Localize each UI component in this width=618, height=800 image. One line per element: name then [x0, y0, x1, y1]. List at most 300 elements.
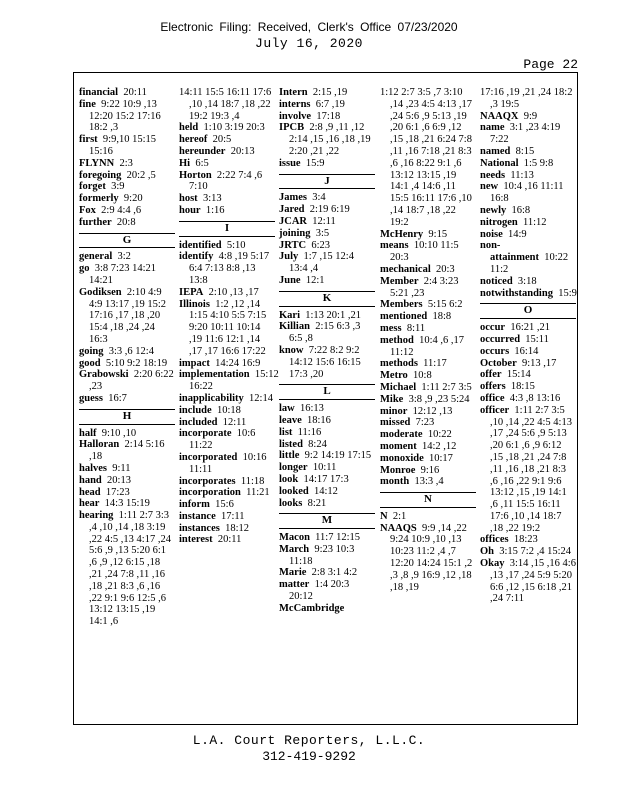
index-entry: [79, 346, 175, 358]
index-column-1: [79, 87, 175, 628]
index-entry: [480, 146, 576, 158]
index-word: Godiksen: [79, 286, 122, 298]
index-word: interns: [279, 98, 311, 110]
index-word: Intern: [279, 87, 308, 98]
index-entry: [79, 158, 175, 170]
index-word: formerly: [79, 193, 119, 205]
index-word: forget: [79, 181, 106, 193]
index-refs: 20:5: [212, 134, 232, 146]
index-entry: [79, 193, 175, 205]
index-entry: [179, 87, 275, 122]
index-refs: 9:22 10:9 ,13 12:20 15:2 17:16 18:2 ,3: [89, 98, 161, 134]
index-refs: 14:9: [508, 228, 527, 240]
index-word: incorporate: [179, 428, 232, 440]
index-entry: [279, 158, 375, 170]
index-entry: [380, 465, 476, 477]
index-refs: 16:8: [511, 204, 531, 216]
index-entry: [279, 192, 375, 204]
index-word: list: [279, 426, 293, 438]
index-word: halves: [79, 462, 108, 474]
index-word: inapplicability: [179, 392, 244, 404]
index-word: IPCB: [279, 122, 305, 134]
index-refs: 2:3: [119, 157, 133, 169]
index-refs: 4:8 ,19 5:17 6:4 7:13 8:8 ,13 13:8: [189, 251, 270, 286]
index-refs: 16:14: [514, 345, 539, 357]
index-word: occur: [480, 322, 506, 334]
index-refs: 2:20 6:22 ,23: [89, 369, 174, 393]
index-word: monoxide: [380, 452, 424, 464]
index-word: mentioned: [380, 311, 428, 323]
index-entry: [480, 111, 576, 123]
index-refs: 10:18: [216, 404, 241, 416]
index-entry: [279, 275, 375, 287]
index-entry: [179, 369, 279, 393]
index-refs: 10:11: [312, 462, 337, 474]
index-entry: [380, 87, 476, 229]
index-refs: 1:2 ,12 ,14 1:15 4:10 5:5 7:15 9:20 10:11 10:14 ,19 11:6 12:1 ,14 ,17 ,17 16:6 17:22: [189, 298, 267, 357]
index-refs: 6:5: [195, 157, 209, 169]
index-word: Jared: [279, 204, 305, 216]
index-word: Mike: [380, 393, 404, 405]
index-word: Member: [380, 275, 419, 287]
index-word: Horton: [179, 169, 212, 181]
index-refs: 9:16: [420, 464, 440, 476]
index-entry: [79, 134, 175, 158]
index-refs: 20:11: [217, 534, 242, 546]
index-word: Monroe: [380, 464, 416, 476]
index-refs: 11:16: [297, 426, 322, 438]
index-entry: [480, 534, 576, 546]
index-refs: 9:9 ,14 ,22 9:24 10:9 ,10 ,13 10:23 11:2 ,4 ,7 12:20 14:24 15:1 ,2 ,3 ,8 ,9 16:9 ,12 ,18 ,18 ,19: [390, 522, 473, 593]
index-entry: [179, 193, 275, 205]
index-entry: [380, 429, 476, 441]
index-word: incorporates: [179, 475, 236, 487]
index-entry: [279, 450, 375, 462]
index-refs: 17:23: [105, 486, 130, 498]
index-word: JRTC: [279, 239, 307, 251]
index-refs: 20:13: [107, 474, 131, 486]
index-refs: 9:10 ,10: [101, 427, 137, 439]
index-word: general: [79, 251, 113, 263]
index-refs: 1:11 2:7 3:5: [421, 381, 472, 393]
index-entry: [480, 546, 576, 558]
footer-phone: 312-419-9292: [262, 749, 356, 764]
index-refs: 16:21 ,21: [510, 322, 550, 334]
index-refs: 5:10 9:2 18:19: [105, 357, 168, 369]
index-entry: [179, 393, 275, 405]
index-entry: [179, 251, 275, 286]
index-entry: [279, 310, 375, 322]
index-refs: 12:1: [305, 274, 325, 286]
index-entry: [480, 181, 576, 205]
index-entry: [279, 228, 375, 240]
index-entry: [279, 403, 375, 415]
index-entry: [279, 579, 375, 603]
index-refs: 10:16 11:11: [189, 451, 267, 475]
index-word: instances: [179, 522, 220, 534]
index-refs: 2:10 ,13 ,17: [208, 286, 259, 298]
index-refs: 3:4: [312, 192, 326, 204]
index-word: impact: [179, 357, 210, 369]
index-refs: 2:8 ,9 ,11 ,12 2:14 ,15 ,16 ,18 ,19 2:20 ,21 ,22: [289, 122, 371, 157]
index-entry: [179, 240, 275, 252]
index-entry: [179, 476, 275, 488]
index-refs: 10:6 11:22: [189, 428, 256, 452]
index-entry: [179, 134, 275, 146]
index-word: include: [179, 404, 212, 416]
index-refs: 2:1: [392, 510, 407, 522]
index-word: looks: [279, 497, 303, 509]
index-entry: [179, 299, 275, 358]
index-entry: [380, 441, 476, 453]
index-word: IEPA: [179, 286, 204, 298]
index-refs: 3:8 ,9 ,23 5:24: [408, 393, 470, 405]
index-refs: 2:15 6:3 ,3 6:5 ,8: [289, 321, 361, 345]
index-entry: [279, 321, 375, 345]
index-word: matter: [279, 579, 310, 591]
index-entry: [179, 428, 275, 452]
index-entry: [380, 240, 476, 264]
index-refs: 15:9: [305, 157, 325, 169]
index-entry: [179, 405, 275, 417]
index-entry: [279, 486, 375, 498]
index-word: guess: [79, 392, 103, 404]
index-word: newly: [480, 204, 507, 216]
index-column-5: [480, 87, 576, 605]
index-word: Marie: [279, 567, 307, 579]
index-word: Kari: [279, 309, 300, 321]
index-entry: [380, 406, 476, 418]
index-refs: 15:6: [215, 499, 234, 511]
index-word: little: [279, 450, 300, 462]
index-word: Hi: [179, 157, 191, 169]
index-entry: [380, 523, 476, 594]
index-word: methods: [380, 358, 418, 370]
index-word: moderate: [380, 429, 423, 441]
index-entry: [380, 358, 476, 370]
index-word: foregoing: [79, 169, 122, 181]
index-refs: 17:11: [221, 510, 245, 522]
index-refs: 1:13 20:1 ,21: [305, 309, 361, 321]
index-entry: [79, 217, 175, 229]
index-word: implementation: [179, 369, 250, 381]
index-word: incorporation: [179, 487, 241, 499]
section-letter: O: [480, 303, 576, 319]
index-entry: [279, 567, 375, 579]
index-entry: [79, 358, 175, 370]
index-entry: [480, 87, 576, 111]
index-entry: [179, 122, 275, 134]
index-refs: 6:7 ,19: [315, 98, 345, 110]
index-word: nitrogen: [480, 216, 518, 228]
index-refs: 9:23 10:3 11:18: [289, 543, 355, 567]
index-refs: 12:11: [312, 215, 336, 227]
index-refs: 10:4 ,6 ,17 11:12: [390, 334, 465, 358]
index-word: McHenry: [380, 228, 424, 240]
index-refs: 12:12 ,13: [412, 405, 453, 417]
index-entry: [279, 122, 375, 157]
index-entry: [380, 370, 476, 382]
index-word: officer: [480, 404, 510, 416]
index-entry: [480, 288, 576, 300]
index-word: instance: [179, 510, 216, 522]
index-entry: [480, 217, 576, 229]
index-word: joining: [279, 227, 311, 239]
index-refs: 9:13 ,17: [522, 357, 557, 369]
index-refs: 10:10 11:5 20:3: [390, 240, 459, 264]
index-refs: 11:21: [246, 487, 270, 499]
index-refs: 20:8: [116, 216, 136, 228]
index-word: National: [480, 157, 519, 169]
index-word: offers: [480, 381, 506, 393]
index-entry: [179, 487, 275, 499]
index-entry: [279, 111, 375, 123]
index-entry: [279, 251, 375, 275]
index-entry: [279, 439, 375, 451]
index-refs: 8:24: [308, 438, 327, 450]
index-word: occurred: [480, 333, 521, 345]
index-refs: 2:9 4:4 ,6: [101, 204, 142, 216]
index-refs: 9:2 14:19 17:15: [304, 450, 372, 462]
index-entry: [279, 474, 375, 486]
index-refs: 7:22 8:2 9:2 14:12 15:6 16:15 17:3 ,20: [289, 344, 361, 380]
index-word: new: [480, 181, 499, 193]
index-word: mess: [380, 322, 402, 334]
index-word: Macon: [279, 532, 310, 544]
footer-company: L.A. Court Reporters, L.L.C.: [192, 733, 426, 748]
transcript-date: July 16, 2020: [255, 36, 363, 51]
index-entry: [279, 462, 375, 474]
index-entry: [279, 544, 375, 568]
index-refs: 1:10 3:19 20:3: [203, 122, 265, 134]
index-entry: [79, 87, 175, 99]
index-refs: 3:13: [202, 193, 222, 205]
index-word: NAAQS: [380, 522, 417, 534]
index-entry: [380, 382, 476, 394]
index-refs: 15:11: [525, 333, 549, 345]
index-entry: [79, 287, 175, 346]
index-refs: 10:17: [429, 452, 453, 464]
index-entry: [79, 263, 175, 287]
index-column-3: [279, 87, 375, 615]
index-word: non-attainment: [480, 240, 539, 264]
index-entry: [79, 170, 175, 182]
index-word: Illinois: [179, 298, 210, 310]
index-refs: 2:22 7:4 ,6 7:10: [189, 169, 263, 193]
index-refs: 10:4 ,16 11:11 16:8: [490, 181, 564, 205]
index-word: June: [279, 274, 301, 286]
index-word: notwithstanding: [480, 287, 553, 299]
index-entry: [480, 405, 576, 535]
index-word: noise: [480, 228, 503, 240]
section-letter: K: [279, 291, 375, 307]
index-entry: [179, 158, 275, 170]
index-refs: 20:11: [123, 87, 147, 98]
index-refs: 2:10 4:9 4:9 13:17 ,19 15:2 17:16 ,17 ,18 ,20 15:4 ,18 ,24 ,24 16:3: [89, 286, 167, 345]
index-refs: 17:18: [316, 110, 341, 122]
index-refs: 20:2 ,5: [126, 169, 156, 181]
efiling-stamp: Electronic Filing: Received, Clerk's Office 07/23/2020: [160, 20, 458, 34]
index-refs: 20:3: [436, 263, 455, 275]
index-word: Halloran: [79, 439, 120, 451]
index-refs: 1:4 20:3 20:12: [289, 579, 350, 603]
section-letter: H: [79, 409, 175, 425]
index-refs: 5:15 6:2: [427, 299, 463, 311]
index-entry: [279, 204, 375, 216]
index-word: Killian: [279, 321, 310, 333]
index-word: N: [380, 510, 388, 522]
index-refs: 1:5 9:8: [523, 157, 554, 169]
index-refs: 15:14: [506, 369, 531, 381]
index-word: July: [279, 251, 299, 263]
index-word: James: [279, 192, 307, 204]
index-entry: [480, 122, 576, 146]
index-word: look: [279, 473, 299, 485]
index-entry: [480, 558, 576, 605]
index-word: go: [79, 263, 90, 275]
index-entry: [179, 452, 275, 476]
index-word: incorporated: [179, 451, 238, 463]
index-word: name: [480, 122, 505, 134]
index-refs: 8:11: [406, 322, 426, 334]
index-word: hereof: [179, 134, 208, 146]
index-word: mechanical: [380, 263, 431, 275]
index-word: held: [179, 122, 199, 134]
section-letter: G: [79, 233, 175, 249]
index-refs: 3:14 ,15 ,16 4:6 ,13 ,17 ,24 5:9 5:20 6:6 ,12 ,15 6:18 ,21 ,24 7:11: [490, 558, 576, 605]
index-refs: 3:5: [315, 227, 330, 239]
index-refs: 3:15 7:2 ,4 15:24: [499, 546, 572, 558]
index-refs: 18:12: [225, 522, 250, 534]
index-refs: 12:14: [249, 392, 273, 404]
index-refs: 1:16: [205, 204, 225, 216]
index-refs: 2:19 6:19: [309, 204, 350, 216]
index-word: going: [79, 345, 104, 357]
index-word: head: [79, 486, 101, 498]
index-refs: 13:3 ,4: [414, 476, 444, 488]
index-entry: [380, 299, 476, 311]
index-word: financial: [79, 87, 119, 98]
index-entry: [480, 170, 576, 182]
index-refs: 16:7: [108, 392, 127, 404]
index-word: longer: [279, 462, 308, 474]
index-entry: [480, 381, 576, 393]
page-number: Page 22: [523, 57, 578, 72]
index-entry: [279, 603, 375, 615]
index-entry: [380, 323, 476, 335]
index-entry: [480, 369, 576, 381]
index-entry: [480, 358, 576, 370]
index-entry: [480, 276, 576, 288]
index-word: needs: [480, 169, 506, 181]
index-entry: [179, 523, 275, 535]
index-refs: 18:8: [432, 311, 452, 323]
index-entry: [179, 205, 275, 217]
index-entry: [380, 311, 476, 323]
index-refs: 2:14 5:16 ,18: [89, 439, 165, 463]
index-refs: 3:8 7:23 14:21 14:21: [89, 263, 157, 286]
index-column-4: [380, 87, 476, 593]
index-entry: [79, 393, 175, 405]
index-refs: 11:12: [522, 216, 547, 228]
index-word: minor: [380, 405, 408, 417]
index-column-2: [179, 87, 279, 546]
index-entry: [380, 264, 476, 276]
index-entry: [79, 510, 175, 628]
index-entry: [480, 205, 576, 217]
index-refs: 18:23: [513, 534, 538, 546]
index-word: FLYNN: [79, 157, 115, 169]
index-entry: [79, 463, 175, 475]
index-refs: 4:3 ,8 13:16: [509, 392, 561, 404]
index-entry: [179, 146, 275, 158]
index-refs: 15:12 16:22: [189, 369, 279, 393]
index-word: host: [179, 193, 198, 205]
section-letter: L: [279, 384, 375, 400]
index-entry: [179, 287, 275, 299]
index-refs: 18:16: [307, 414, 331, 426]
index-entry: [179, 511, 275, 523]
section-letter: J: [279, 174, 375, 190]
index-word: means: [380, 240, 409, 252]
section-letter: I: [179, 221, 275, 237]
index-entry: [79, 487, 175, 499]
index-word: hereunder: [179, 145, 226, 157]
index-refs: 11:13: [510, 169, 534, 181]
index-word: leave: [279, 414, 302, 426]
index-entry: [79, 439, 175, 463]
index-entry: [79, 99, 175, 134]
index-entry: [480, 346, 576, 358]
index-entry: [279, 345, 375, 380]
index-refs: 14:3 15:19: [104, 498, 150, 510]
index-word: identified: [179, 239, 222, 251]
index-refs: 6:23: [311, 239, 330, 251]
index-refs: 2:15 ,19: [312, 87, 348, 98]
section-letter: N: [380, 492, 476, 508]
index-refs: 3:1 ,23 4:19 7:22: [490, 122, 561, 146]
index-refs: 9:9: [523, 110, 538, 122]
index-word: involve: [279, 110, 312, 122]
index-word: missed: [380, 417, 411, 429]
index-word: issue: [279, 157, 301, 169]
index-entry: [79, 251, 175, 263]
index-entry: [380, 453, 476, 465]
index-refs: 1:7 ,15 12:4 13:4 ,4: [289, 251, 354, 275]
index-word: included: [179, 416, 218, 428]
index-entry: [79, 369, 175, 393]
index-word: know: [279, 344, 304, 356]
index-entry: [279, 427, 375, 439]
index-word: looked: [279, 485, 309, 497]
index-entry: [380, 417, 476, 429]
index-entry: [179, 534, 275, 546]
index-word: identify: [179, 251, 214, 263]
index-entry: [79, 475, 175, 487]
index-word: law: [279, 403, 295, 415]
index-entry: [279, 498, 375, 510]
index-word: inform: [179, 499, 210, 511]
index-entry: [380, 476, 476, 488]
index-refs: 11:7 12:15: [315, 532, 360, 544]
index-entry: [480, 322, 576, 334]
index-refs: 9:11: [112, 462, 131, 474]
index-word: moment: [380, 440, 417, 452]
index-refs: 3:3 ,6 12:4: [108, 345, 154, 357]
index-word: Michael: [380, 381, 417, 393]
index-refs: 9:9,10 15:15 15:16: [89, 134, 157, 157]
index-word: method: [380, 334, 414, 346]
